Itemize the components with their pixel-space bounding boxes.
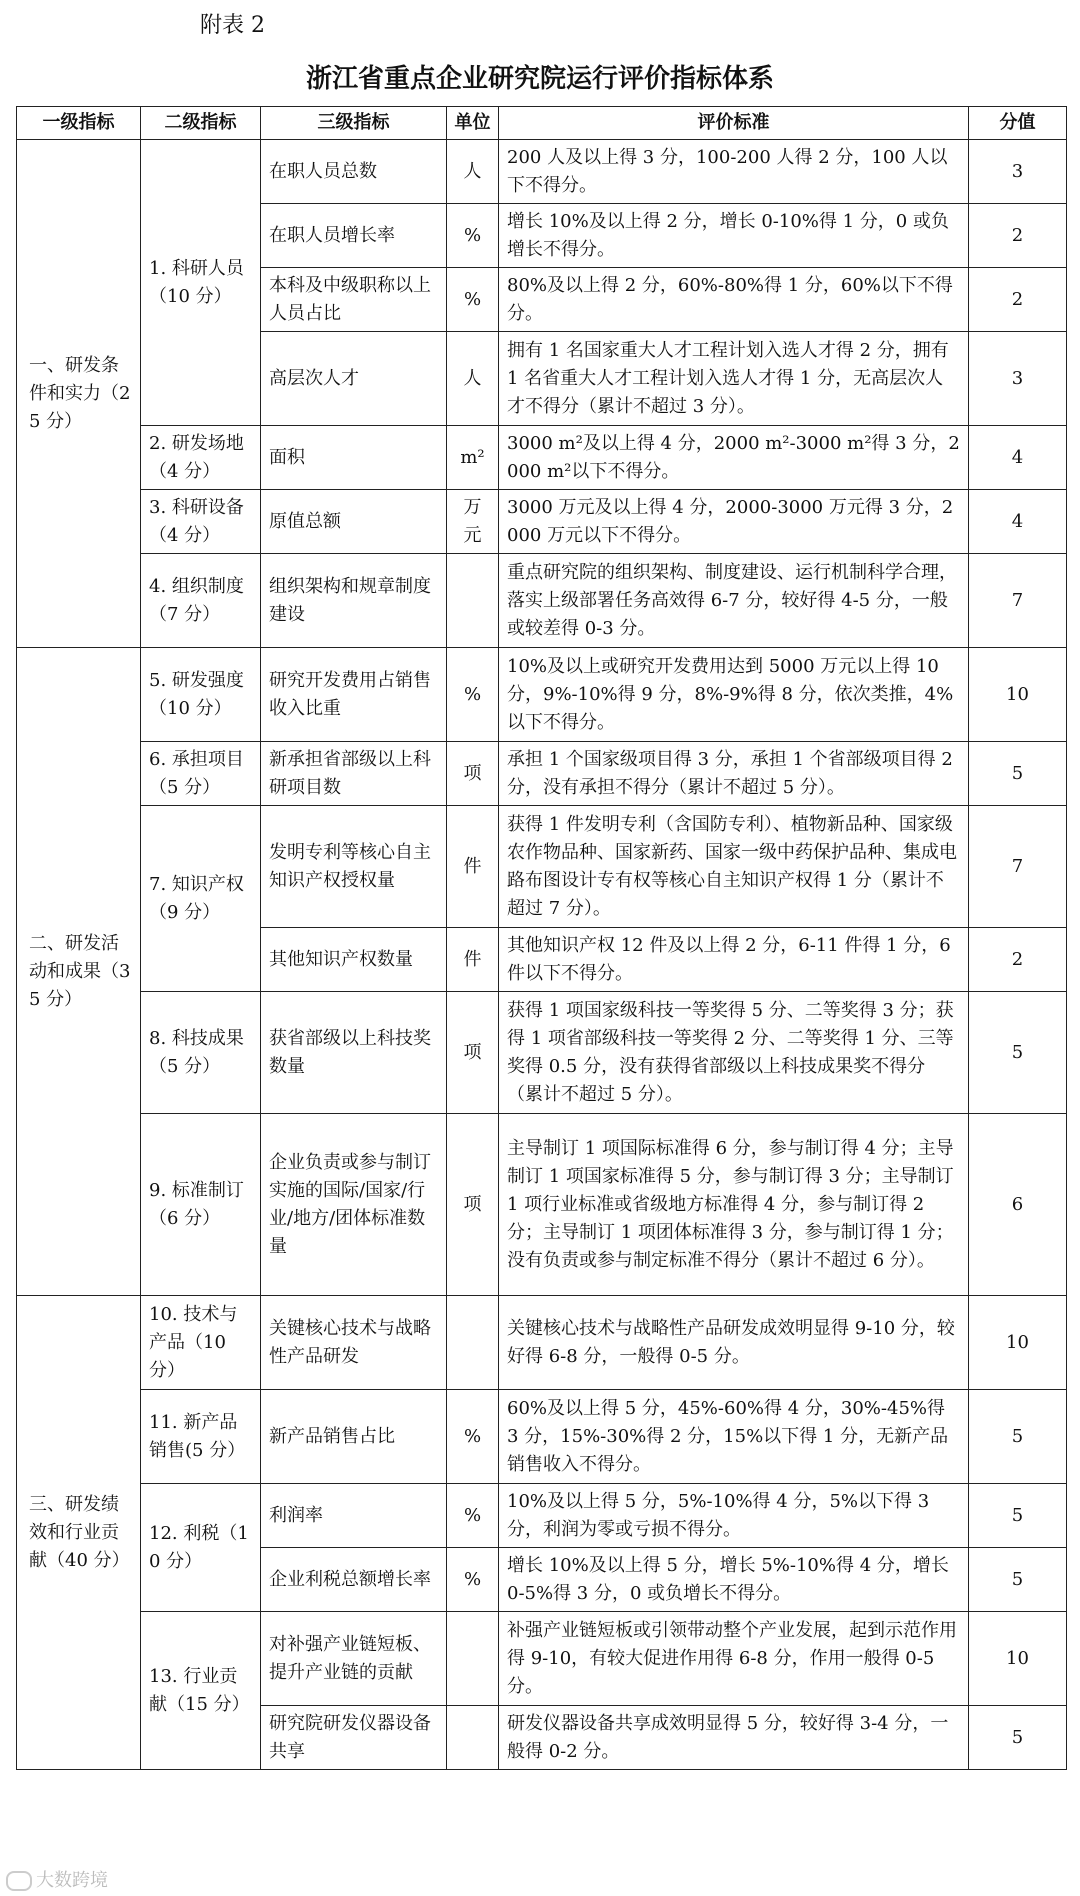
unit-cell: 件 [447,806,499,928]
score-cell: 5 [969,1548,1067,1612]
level2-cell: 5. 研发强度（10 分） [141,648,261,742]
watermark-logo-icon [6,1871,32,1891]
table-row [17,648,1067,742]
unit-cell: % [447,648,499,742]
level3-cell: 对补强产业链短板、提升产业链的贡献 [261,1612,447,1706]
unit-cell [447,1296,499,1390]
unit-cell: % [447,268,499,332]
level3-cell: 研究院研发仪器设备共享 [261,1706,447,1770]
level3-cell: 本科及中级职称以上人员占比 [261,268,447,332]
level3-cell: 获省部级以上科技奖数量 [261,992,447,1114]
level1-cell: 一、研发条件和实力（25 分） [17,140,141,648]
level3-cell: 原值总额 [261,490,447,554]
unit-cell: 项 [447,742,499,806]
level3-cell: 新产品销售占比 [261,1390,447,1484]
header-unit: 单位 [447,107,499,140]
standard-cell: 补强产业链短板或引领带动整个产业发展，起到示范作用得 9-10，有较大促进作用得 6-8 分，作用一般得 0-5 分。 [499,1612,969,1706]
level2-cell: 3. 科研设备（4 分） [141,490,261,554]
standard-cell: 增长 10%及以上得 5 分，增长 5%-10%得 4 分，增长 0-5%得 3 分，0 或负增长不得分。 [499,1548,969,1612]
standard-cell: 3000 万元及以上得 4 分，2000-3000 万元得 3 分，2000 万元以下不得分。 [499,490,969,554]
table-row [17,806,1067,928]
level1-cell: 二、研发活动和成果（35 分） [17,648,141,1296]
table-row [17,140,1067,204]
header-level2: 二级指标 [141,107,261,140]
score-cell: 4 [969,426,1067,490]
table-row [17,1114,1067,1296]
level3-cell: 利润率 [261,1484,447,1548]
score-cell: 10 [969,1296,1067,1390]
table-row [17,554,1067,648]
table-row [17,426,1067,490]
standard-cell: 研发仪器设备共享成效明显得 5 分，较好得 3-4 分，一般得 0-2 分。 [499,1706,969,1770]
standard-cell: 承担 1 个国家级项目得 3 分，承担 1 个省部级项目得 2 分，没有承担不得分（累计不超过 5 分）。 [499,742,969,806]
level2-cell: 4. 组织制度（7 分） [141,554,261,648]
level3-cell: 企业负责或参与制订实施的国际/国家/行业/地方/团体标准数量 [261,1114,447,1296]
level2-cell: 2. 研发场地（4 分） [141,426,261,490]
table-row [17,490,1067,554]
header-row [17,107,1067,140]
unit-cell: 项 [447,1114,499,1296]
level2-cell: 10. 技术与产品（10 分） [141,1296,261,1390]
score-cell: 2 [969,268,1067,332]
table-row [17,742,1067,806]
evaluation-table [16,106,1067,1770]
unit-cell [447,554,499,648]
level1-cell: 三、研发绩效和行业贡献（40 分） [17,1296,141,1770]
unit-cell [447,1706,499,1770]
score-cell: 3 [969,332,1067,426]
standard-cell: 200 人及以上得 3 分，100-200 人得 2 分，100 人以下不得分。 [499,140,969,204]
unit-cell: 人 [447,140,499,204]
standard-cell: 60%及以上得 5 分，45%-60%得 4 分，30%-45%得 3 分，15%-30%得 2 分，15%以下得 1 分，无新产品销售收入不得分。 [499,1390,969,1484]
score-cell: 5 [969,742,1067,806]
score-cell: 5 [969,1484,1067,1548]
level2-cell: 1. 科研人员（10 分） [141,140,261,426]
table-row [17,992,1067,1114]
standard-cell: 主导制订 1 项国际标准得 6 分，参与制订得 4 分；主导制订 1 项国家标准得 5 分，参与制订得 3 分；主导制订 1 项行业标准或省级地方标准得 4 分，参与制订得 2 分；主导制订 1 项团体标准得 3 分，参与制订得 1 分；没有负责或参与制定标准不得分（累计不超过 6 分）。 [499,1114,969,1296]
score-cell: 5 [969,992,1067,1114]
standard-cell: 80%及以上得 2 分，60%-80%得 1 分，60%以下不得分。 [499,268,969,332]
unit-cell: 人 [447,332,499,426]
header-level3: 三级指标 [261,107,447,140]
level2-cell: 12. 利税（10 分） [141,1484,261,1612]
score-cell: 3 [969,140,1067,204]
level3-cell: 组织架构和规章制度建设 [261,554,447,648]
unit-cell [447,1612,499,1706]
unit-cell: % [447,1484,499,1548]
page-title: 浙江省重点企业研究院运行评价指标体系 [305,64,774,94]
unit-cell: % [447,204,499,268]
level2-cell: 9. 标准制订（6 分） [141,1114,261,1296]
watermark-text: 大数跨境 [36,1870,108,1891]
standard-cell: 10%及以上或研究开发费用达到 5000 万元以上得 10 分，9%-10%得 9 分，8%-9%得 8 分，依次类推，4%以下不得分。 [499,648,969,742]
standard-cell: 其他知识产权 12 件及以上得 2 分，6-11 件得 1 分，6 件以下不得分。 [499,928,969,992]
level2-cell: 7. 知识产权（9 分） [141,806,261,992]
unit-cell: 件 [447,928,499,992]
score-cell: 10 [969,648,1067,742]
score-cell: 2 [969,928,1067,992]
level3-cell: 在职人员总数 [261,140,447,204]
level2-cell: 8. 科技成果（5 分） [141,992,261,1114]
standard-cell: 关键核心技术与战略性产品研发成效明显得 9-10 分，较好得 6-8 分，一般得 0-5 分。 [499,1296,969,1390]
score-cell: 4 [969,490,1067,554]
appendix-label: 附表 2 [200,13,265,38]
table-row [17,1484,1067,1548]
score-cell: 10 [969,1612,1067,1706]
level3-cell: 研究开发费用占销售收入比重 [261,648,447,742]
header-score: 分值 [969,107,1067,140]
level2-cell: 13. 行业贡献（15 分） [141,1612,261,1770]
watermark [6,1866,108,1892]
header-level1: 一级指标 [17,107,141,140]
score-cell: 2 [969,204,1067,268]
level3-cell: 面积 [261,426,447,490]
level3-cell: 其他知识产权数量 [261,928,447,992]
level3-cell: 在职人员增长率 [261,204,447,268]
unit-cell: % [447,1548,499,1612]
score-cell: 7 [969,554,1067,648]
unit-cell: 万元 [447,490,499,554]
unit-cell: m² [447,426,499,490]
level2-cell: 6. 承担项目（5 分） [141,742,261,806]
header-standard: 评价标准 [499,107,969,140]
table-row [17,1296,1067,1390]
standard-cell: 重点研究院的组织架构、制度建设、运行机制科学合理，落实上级部署任务高效得 6-7 分，较好得 4-5 分，一般或较差得 0-3 分。 [499,554,969,648]
standard-cell: 获得 1 项国家级科技一等奖得 5 分、二等奖得 3 分；获得 1 项省部级科技一等奖得 2 分、二等奖得 1 分、三等奖得 0.5 分，没有获得省部级以上科技成果奖不得分（累计不超过 5 分）。 [499,992,969,1114]
score-cell: 7 [969,806,1067,928]
unit-cell: 项 [447,992,499,1114]
table-row [17,1612,1067,1706]
standard-cell: 获得 1 件发明专利（含国防专利）、植物新品种、国家级农作物品种、国家新药、国家一级中药保护品种、集成电路布图设计专有权等核心自主知识产权得 1 分（累计不超过 7 分）。 [499,806,969,928]
standard-cell: 3000 m²及以上得 4 分，2000 m²-3000 m²得 3 分，2000 m²以下不得分。 [499,426,969,490]
unit-cell: % [447,1390,499,1484]
level3-cell: 高层次人才 [261,332,447,426]
level3-cell: 发明专利等核心自主知识产权授权量 [261,806,447,928]
score-cell: 5 [969,1706,1067,1770]
score-cell: 5 [969,1390,1067,1484]
standard-cell: 10%及以上得 5 分，5%-10%得 4 分，5%以下得 3 分，利润为零或亏损不得分。 [499,1484,969,1548]
level3-cell: 新承担省部级以上科研项目数 [261,742,447,806]
score-cell: 6 [969,1114,1067,1296]
level2-cell: 11. 新产品销售(5 分） [141,1390,261,1484]
level3-cell: 企业利税总额增长率 [261,1548,447,1612]
standard-cell: 增长 10%及以上得 2 分，增长 0-10%得 1 分，0 或负增长不得分。 [499,204,969,268]
standard-cell: 拥有 1 名国家重大人才工程计划入选人才得 2 分，拥有 1 名省重大人才工程计划入选人才得 1 分，无高层次人才不得分（累计不超过 3 分）。 [499,332,969,426]
table-row [17,1390,1067,1484]
level3-cell: 关键核心技术与战略性产品研发 [261,1296,447,1390]
